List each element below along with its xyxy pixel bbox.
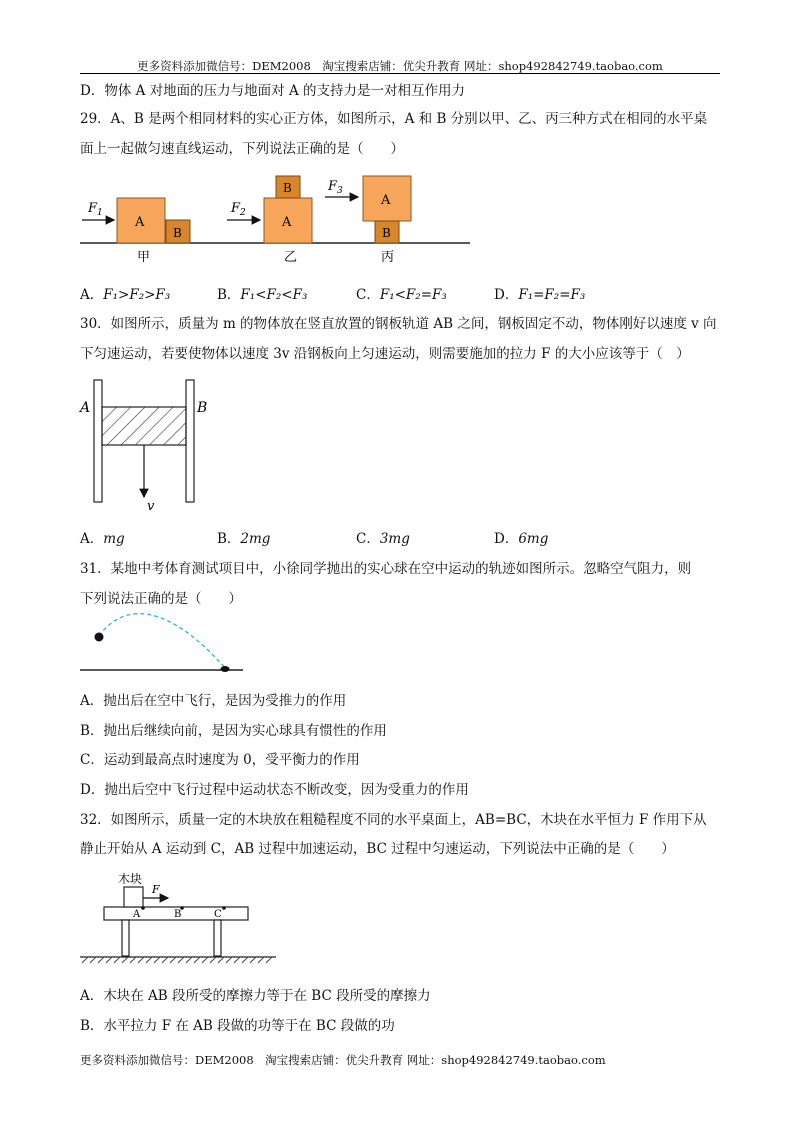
q29-option-d: D．F₁=F₂=F₃	[494, 287, 586, 303]
q32-stem-line1: 32．如图所示，质量一定的木块放在粗糙程度不同的水平桌面上，AB=BC，木块在水平恒力 F 作用下从	[80, 812, 707, 828]
q32-label-a: A	[133, 909, 141, 920]
q32-point-a	[141, 906, 145, 910]
q31-stem-line2: 下列说法正确的是（ ）	[80, 591, 242, 607]
q29-bing-label-a: A	[381, 193, 391, 208]
q30-plate-a	[94, 380, 102, 502]
q29-f2-label: $F_2$	[231, 201, 246, 218]
q32-table-leg-right	[214, 920, 221, 956]
q29-f1-label: $F_1$	[88, 201, 103, 218]
q32-stem-line2: 静止开始从 A 运动到 C，AB 过程中加速运动，BC 过程中匀速运动，下列说法中正确的是（ ）	[80, 841, 675, 857]
q30-label-b: B	[197, 400, 208, 416]
q30-plate-b	[186, 380, 194, 502]
q30-label-v: v	[147, 499, 155, 514]
q30-object	[102, 407, 186, 445]
q30-option-a: A．mg	[80, 531, 125, 547]
q31-option-d: D．抛出后空中飞行过程中运动状态不断改变，因为受重力的作用	[80, 782, 469, 798]
q29-jia-label-b: B	[173, 226, 182, 240]
q29-yi-label-b: B	[283, 181, 292, 195]
q30-stem-line2: 下匀速运动，若要使物体以速度 3v 沿钢板向上匀速运动，则需要施加的拉力 F 的大小应该等于（ ）	[80, 346, 690, 362]
q32-block-label: 木块	[118, 872, 143, 886]
q32-floor-hatch	[82, 957, 272, 963]
q29-bing-label-b: B	[382, 226, 391, 240]
q29-label-jia: 甲	[137, 250, 151, 265]
q29-option-a: A．F₁>F₂>F₃	[80, 287, 171, 303]
q29-label-bing: 丙	[381, 250, 395, 265]
q31-option-c: C．运动到最高点时速度为 0，受平衡力的作用	[80, 752, 360, 768]
q32-force-label: F	[152, 883, 160, 896]
q32-point-c	[222, 906, 226, 910]
q32-wood-block	[124, 887, 143, 907]
q32-label-c: C	[214, 909, 222, 920]
q31-trajectory	[99, 614, 226, 669]
q32-option-a: A．木块在 AB 段所受的摩擦力等于在 BC 段所受的摩擦力	[80, 988, 431, 1004]
q30-label-a: A	[80, 400, 91, 416]
q30-option-d: D．6mg	[494, 531, 549, 547]
q29-option-c: C．F₁<F₂=F₃	[356, 287, 447, 303]
page-header: 更多资料添加微信号：DEM2008 淘宝搜索店铺：优尖升教育 网址：shop492842749.taobao.com	[137, 59, 663, 73]
q29-stem-line1: 29．A、B 是两个相同材料的实心正方体，如图所示，A 和 B 分别以甲、乙、丙三种方式在相同的水平桌	[80, 111, 708, 127]
q29-option-b: B．F₁<F₂<F₃	[217, 287, 308, 303]
q31-ball	[95, 633, 104, 642]
q32-option-b: B．水平拉力 F 在 AB 段做的功等于在 BC 段做的功	[80, 1018, 395, 1034]
q29-label-yi: 乙	[284, 250, 298, 265]
q29-yi-label-a: A	[282, 215, 292, 230]
q30-option-c: C．3mg	[356, 531, 410, 547]
q30-stem-line1: 30．如图所示，质量为 m 的物体放在竖直放置的钢板轨道 AB 之间，钢板固定不动，物体刚好以速度 v 向	[80, 316, 717, 332]
q30-option-b: B．2mg	[217, 531, 271, 547]
q29-jia-label-a: A	[135, 215, 145, 230]
q29-stem-line2: 面上一起做匀速直线运动，下列说法正确的是（ ）	[80, 141, 404, 157]
q32-label-b: B	[174, 909, 182, 920]
q31-option-b: B．抛出后继续向前，是因为实心球具有惯性的作用	[80, 723, 387, 739]
q31-stem-line1: 31．某地中考体育测试项目中，小徐同学抛出的实心球在空中运动的轨迹如图所示。忽略空气阻力，则	[80, 561, 692, 577]
q29-f3-label: $F_3$	[328, 179, 343, 196]
q32-table-leg-left	[122, 920, 129, 956]
page-footer: 更多资料添加微信号：DEM2008 淘宝搜索店铺：优尖升教育 网址：shop492842749.taobao.com	[80, 1053, 606, 1067]
q28-option-d: D．物体 A 对地面的压力与地面对 A 的支持力是一对相互作用力	[80, 83, 465, 99]
q31-ball-landing	[221, 666, 230, 672]
q31-option-a: A．抛出后在空中飞行，是因为受推力的作用	[80, 693, 347, 709]
